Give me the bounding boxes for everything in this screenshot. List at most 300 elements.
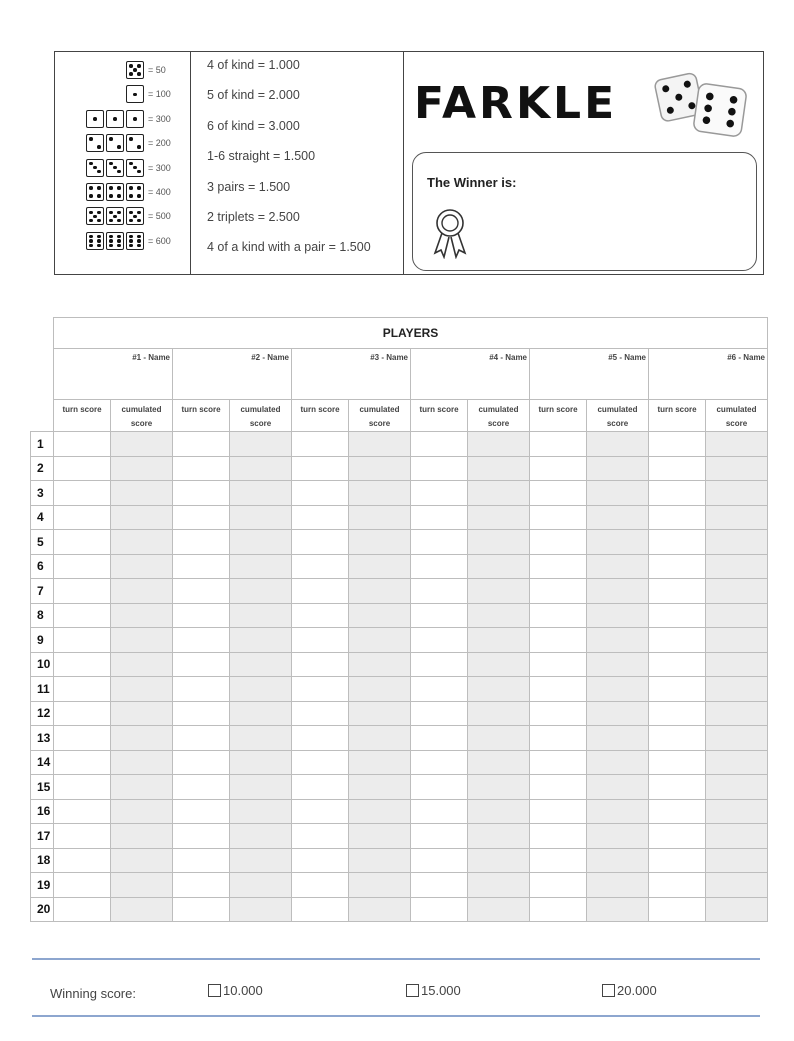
cumulated-score-cell[interactable] (587, 750, 649, 775)
turn-score-cell[interactable] (173, 652, 230, 677)
turn-score-cell[interactable] (54, 432, 111, 457)
turn-score-cell[interactable] (411, 873, 468, 898)
turn-score-cell[interactable] (530, 530, 587, 555)
cumulated-score-cell[interactable] (706, 554, 768, 579)
turn-score-cell[interactable] (411, 530, 468, 555)
turn-score-cell[interactable] (530, 848, 587, 873)
turn-score-cell[interactable] (649, 579, 706, 604)
turn-score-cell[interactable] (649, 799, 706, 824)
turn-score-cell[interactable] (292, 848, 349, 873)
cumulated-score-cell[interactable] (587, 701, 649, 726)
turn-score-cell[interactable] (411, 554, 468, 579)
turn-score-cell[interactable] (54, 481, 111, 506)
cumulated-score-cell[interactable] (111, 873, 173, 898)
turn-score-cell[interactable] (173, 726, 230, 751)
cumulated-score-cell[interactable] (111, 432, 173, 457)
cumulated-score-cell[interactable] (349, 530, 411, 555)
combo-rule: 6 of kind = 3.000 (207, 118, 300, 133)
turn-score-cell[interactable] (173, 603, 230, 628)
cumulated-score-cell[interactable] (230, 750, 292, 775)
dice-points: = 500 (148, 211, 171, 222)
cumulated-score-cell[interactable] (706, 603, 768, 628)
checkbox-20000[interactable] (602, 984, 615, 997)
turn-score-cell[interactable] (530, 628, 587, 653)
cumulated-score-cell[interactable] (587, 579, 649, 604)
turn-score-cell[interactable] (530, 432, 587, 457)
turn-score-cell[interactable] (292, 799, 349, 824)
turn-score-cell[interactable] (173, 554, 230, 579)
turn-score-cell[interactable] (411, 824, 468, 849)
turn-score-cell[interactable] (173, 530, 230, 555)
cumulated-score-cell[interactable] (111, 579, 173, 604)
turn-score-cell[interactable] (292, 873, 349, 898)
cumulated-score-cell[interactable] (230, 554, 292, 579)
turn-score-cell[interactable] (54, 775, 111, 800)
row-number: 12 (31, 701, 54, 726)
cumulated-score-cell[interactable] (706, 530, 768, 555)
cumulated-score-cell[interactable] (349, 628, 411, 653)
combination-scoring-column (191, 52, 404, 274)
turn-score-cell[interactable] (292, 579, 349, 604)
player-name-header[interactable]: #3 - Name (292, 349, 411, 400)
cumulated-score-cell[interactable] (111, 677, 173, 702)
turn-score-cell[interactable] (530, 799, 587, 824)
turn-score-cell[interactable] (292, 628, 349, 653)
turn-score-cell[interactable] (649, 505, 706, 530)
cumulated-score-cell[interactable] (230, 652, 292, 677)
cumulated-score-cell[interactable] (706, 824, 768, 849)
cumulated-score-cell[interactable] (468, 456, 530, 481)
cumulated-score-cell[interactable] (587, 530, 649, 555)
turn-score-cell[interactable] (530, 603, 587, 628)
cumulated-score-cell[interactable] (230, 432, 292, 457)
turn-score-cell[interactable] (292, 775, 349, 800)
turn-score-cell[interactable] (649, 873, 706, 898)
die-face-2-icon (86, 134, 104, 152)
turn-score-cell[interactable] (649, 554, 706, 579)
cumulated-score-cell[interactable] (587, 652, 649, 677)
cumulated-score-cell[interactable] (587, 775, 649, 800)
row-number: 20 (31, 897, 54, 922)
turn-score-cell[interactable] (649, 628, 706, 653)
turn-score-cell[interactable] (411, 432, 468, 457)
turn-score-cell[interactable] (530, 554, 587, 579)
cumulated-score-cell[interactable] (706, 481, 768, 506)
row-number: 8 (31, 603, 54, 628)
cumulated-score-cell[interactable] (349, 824, 411, 849)
cumulated-score-cell[interactable] (111, 701, 173, 726)
cumulated-score-cell[interactable] (706, 456, 768, 481)
turn-score-cell[interactable] (292, 824, 349, 849)
turn-score-cell[interactable] (173, 824, 230, 849)
cumulated-score-cell[interactable] (587, 505, 649, 530)
turn-score-cell[interactable] (649, 775, 706, 800)
turn-score-cell[interactable] (649, 726, 706, 751)
cumulated-score-cell[interactable] (587, 726, 649, 751)
combo-rule: 5 of kind = 2.000 (207, 88, 300, 103)
turn-score-cell[interactable] (54, 603, 111, 628)
dice-score-row (84, 158, 178, 178)
cumulated-score-cell[interactable] (468, 481, 530, 506)
table-row (31, 628, 768, 653)
dice-score-row (84, 206, 178, 226)
dice-scoring-column (55, 52, 191, 274)
turn-score-cell[interactable] (649, 530, 706, 555)
cumulated-score-cell[interactable] (587, 799, 649, 824)
cumulated-score-cell[interactable] (349, 848, 411, 873)
cumulated-score-cell[interactable] (111, 775, 173, 800)
turn-score-cell[interactable] (54, 579, 111, 604)
turn-score-cell[interactable] (530, 579, 587, 604)
die-face-1-icon (126, 85, 144, 103)
cumulated-score-cell[interactable] (587, 824, 649, 849)
turn-score-cell[interactable] (411, 579, 468, 604)
turn-score-cell[interactable] (411, 677, 468, 702)
turn-score-cell[interactable] (54, 554, 111, 579)
cumulated-score-cell[interactable] (468, 750, 530, 775)
cumulated-score-cell[interactable] (111, 505, 173, 530)
cumulated-score-cell[interactable] (587, 456, 649, 481)
cumulated-score-cell[interactable] (230, 456, 292, 481)
cumulated-score-cell[interactable] (587, 897, 649, 922)
cumulated-score-cell[interactable] (468, 848, 530, 873)
cumulated-score-cell[interactable] (468, 897, 530, 922)
turn-score-cell[interactable] (411, 897, 468, 922)
cumulated-score-cell[interactable] (230, 824, 292, 849)
turn-score-cell[interactable] (54, 456, 111, 481)
dice-score-row (84, 231, 178, 251)
turn-score-cell[interactable] (411, 848, 468, 873)
cumulated-score-cell[interactable] (111, 897, 173, 922)
cumulated-score-cell[interactable] (587, 481, 649, 506)
turn-score-cell[interactable] (649, 848, 706, 873)
turn-score-cell[interactable] (530, 456, 587, 481)
award-ribbon-icon (429, 205, 471, 259)
cumulated-score-cell[interactable] (111, 652, 173, 677)
cumulated-score-cell[interactable] (468, 432, 530, 457)
turn-score-cell[interactable] (292, 677, 349, 702)
turn-score-cell[interactable] (173, 628, 230, 653)
turn-score-cell[interactable] (54, 873, 111, 898)
die-face-5-icon (86, 207, 104, 225)
cumulated-score-cell[interactable] (111, 554, 173, 579)
cumulated-score-cell[interactable] (230, 897, 292, 922)
turn-score-cell[interactable] (530, 652, 587, 677)
cumulated-score-cell[interactable] (468, 799, 530, 824)
turn-score-cell[interactable] (173, 456, 230, 481)
player-name-header[interactable]: #2 - Name (173, 349, 292, 400)
cumulated-score-cell[interactable] (587, 848, 649, 873)
turn-score-cell[interactable] (411, 481, 468, 506)
turn-score-cell[interactable] (530, 750, 587, 775)
winning-option-10000[interactable] (208, 983, 263, 998)
cumulated-score-cell[interactable] (230, 775, 292, 800)
turn-score-cell[interactable] (173, 775, 230, 800)
cumulated-score-cell[interactable] (349, 652, 411, 677)
die-face-3-icon (106, 159, 124, 177)
turn-score-cell[interactable] (173, 432, 230, 457)
turn-score-cell[interactable] (54, 677, 111, 702)
cumulated-score-cell[interactable] (706, 897, 768, 922)
cumulated-score-cell[interactable] (468, 554, 530, 579)
cumulated-score-cell[interactable] (468, 628, 530, 653)
turn-score-cell[interactable] (173, 799, 230, 824)
die-face-1-icon (86, 110, 104, 128)
turn-score-cell[interactable] (54, 799, 111, 824)
turn-score-cell[interactable] (173, 579, 230, 604)
cumulated-score-cell[interactable] (111, 824, 173, 849)
dice-score-row (84, 109, 178, 129)
cumulated-score-cell[interactable] (468, 603, 530, 628)
turn-score-cell[interactable] (173, 505, 230, 530)
turn-score-cell[interactable] (292, 432, 349, 457)
row-number: 4 (31, 505, 54, 530)
cumulated-score-cell[interactable] (230, 726, 292, 751)
combo-rule: 4 of kind = 1.000 (207, 58, 300, 72)
turn-score-header: turn score (530, 400, 587, 432)
cumulated-score-cell[interactable] (468, 530, 530, 555)
turn-score-cell[interactable] (411, 456, 468, 481)
turn-score-cell[interactable] (173, 848, 230, 873)
turn-score-cell[interactable] (54, 628, 111, 653)
dice-points: = 400 (148, 187, 171, 197)
cumulated-score-cell[interactable] (587, 554, 649, 579)
turn-score-cell[interactable] (54, 750, 111, 775)
row-number: 5 (31, 530, 54, 555)
cumulated-score-cell[interactable] (468, 505, 530, 530)
cumulated-score-cell[interactable] (349, 873, 411, 898)
cumulated-score-cell[interactable] (706, 848, 768, 873)
turn-score-cell[interactable] (54, 897, 111, 922)
turn-score-cell[interactable] (411, 628, 468, 653)
cumulated-score-cell[interactable] (468, 873, 530, 898)
turn-score-cell[interactable] (530, 701, 587, 726)
cumulated-score-cell[interactable] (230, 481, 292, 506)
cumulated-score-cell[interactable] (468, 701, 530, 726)
cumulated-score-cell[interactable] (230, 873, 292, 898)
cumulated-score-cell[interactable] (111, 456, 173, 481)
cumulated-score-cell[interactable] (349, 432, 411, 457)
cumulated-score-cell[interactable] (706, 579, 768, 604)
winner-box (412, 152, 757, 271)
turn-score-cell[interactable] (292, 505, 349, 530)
cumulated-score-cell[interactable] (349, 554, 411, 579)
score-label: score (368, 419, 391, 428)
turn-score-cell[interactable] (292, 530, 349, 555)
turn-score-cell[interactable] (173, 677, 230, 702)
turn-score-cell[interactable] (173, 750, 230, 775)
die-face-6-icon (86, 232, 104, 250)
turn-score-cell[interactable] (411, 652, 468, 677)
winning-option-20000[interactable] (602, 983, 657, 998)
turn-score-cell[interactable] (54, 530, 111, 555)
turn-score-cell[interactable] (173, 873, 230, 898)
cumulated-score-cell[interactable] (230, 505, 292, 530)
cumulated-score-cell[interactable] (706, 432, 768, 457)
cumulated-score-cell[interactable] (230, 701, 292, 726)
cumulated-score-cell[interactable] (111, 628, 173, 653)
cumulated-score-cell[interactable] (587, 628, 649, 653)
table-row (31, 824, 768, 849)
turn-score-cell[interactable] (173, 701, 230, 726)
cumulated-score-cell[interactable] (230, 603, 292, 628)
cumulated-score-cell[interactable] (706, 652, 768, 677)
row-number: 16 (31, 799, 54, 824)
cumulated-score-cell[interactable] (349, 701, 411, 726)
turn-score-cell[interactable] (292, 456, 349, 481)
cumulated-score-cell[interactable] (349, 603, 411, 628)
turn-score-cell[interactable] (411, 603, 468, 628)
row-number: 7 (31, 579, 54, 604)
cumulated-score-cell[interactable] (111, 750, 173, 775)
turn-score-cell[interactable] (649, 701, 706, 726)
player-name-header[interactable]: #1 - Name (54, 349, 173, 400)
player-name-header[interactable]: #4 - Name (411, 349, 530, 400)
cumulated-score-cell[interactable] (230, 677, 292, 702)
turn-score-cell[interactable] (411, 701, 468, 726)
combo-rule: 4 of a kind with a pair = 1.500 (207, 240, 371, 255)
cumulated-score-cell[interactable] (587, 432, 649, 457)
cumulated-score-cell[interactable] (706, 750, 768, 775)
players-header: PLAYERS (54, 318, 768, 349)
turn-score-cell[interactable] (173, 481, 230, 506)
turn-score-cell[interactable] (173, 897, 230, 922)
cumulated-score-cell[interactable] (349, 677, 411, 702)
turn-score-cell[interactable] (292, 554, 349, 579)
cumulated-score-cell[interactable] (706, 677, 768, 702)
cumulated-score-cell[interactable] (111, 848, 173, 873)
cumulated-score-cell[interactable] (111, 799, 173, 824)
turn-score-cell[interactable] (411, 750, 468, 775)
cumulated-score-cell[interactable] (587, 677, 649, 702)
die-face-3-icon (86, 159, 104, 177)
turn-score-cell[interactable] (292, 750, 349, 775)
turn-score-cell[interactable] (411, 775, 468, 800)
cumulated-score-cell[interactable] (706, 873, 768, 898)
turn-score-cell[interactable] (530, 726, 587, 751)
cumulated-score-cell[interactable] (706, 628, 768, 653)
cumulated-score-cell[interactable] (706, 505, 768, 530)
cumulated-score-cell[interactable] (230, 530, 292, 555)
turn-score-cell[interactable] (530, 677, 587, 702)
cumulated-score-cell[interactable] (111, 603, 173, 628)
player-name-header[interactable]: #5 - Name (530, 349, 649, 400)
cumulated-score-cell[interactable] (349, 750, 411, 775)
turn-score-cell[interactable] (54, 505, 111, 530)
cumulated-score-cell[interactable] (349, 579, 411, 604)
table-row (31, 579, 768, 604)
cumulated-score-cell[interactable] (230, 579, 292, 604)
cumulated-score-cell[interactable] (587, 873, 649, 898)
combo-rule: 3 pairs = 1.500 (207, 179, 291, 194)
cumulated-score-cell[interactable] (230, 628, 292, 653)
cumulated-score-cell[interactable] (349, 775, 411, 800)
turn-score-cell[interactable] (54, 701, 111, 726)
cumulated-score-cell[interactable] (111, 481, 173, 506)
player-name-header[interactable]: #6 - Name (649, 349, 768, 400)
cumulated-score-cell[interactable] (468, 652, 530, 677)
cumulated-score-cell[interactable] (706, 799, 768, 824)
dice-points: = 300 (148, 113, 171, 124)
turn-score-cell[interactable] (54, 652, 111, 677)
turn-score-cell[interactable] (530, 775, 587, 800)
die-face-6-icon (126, 232, 144, 250)
cumulated-score-cell[interactable] (349, 726, 411, 751)
turn-score-cell[interactable] (530, 897, 587, 922)
cumulated-score-cell[interactable] (349, 505, 411, 530)
turn-score-cell[interactable] (649, 432, 706, 457)
option-label: 10.000 (223, 983, 263, 998)
turn-score-cell[interactable] (530, 873, 587, 898)
turn-score-cell[interactable] (530, 824, 587, 849)
cumulated-label: cumulated (121, 405, 162, 414)
cumulated-score-cell[interactable] (349, 897, 411, 922)
checkbox-10000[interactable] (208, 984, 221, 997)
cumulated-score-cell[interactable] (111, 530, 173, 555)
game-title: FARKLE (414, 78, 618, 129)
turn-score-cell[interactable] (292, 652, 349, 677)
die-face-5-icon (126, 207, 144, 225)
turn-score-cell[interactable] (649, 603, 706, 628)
cumulated-score-cell[interactable] (468, 579, 530, 604)
cumulated-score-cell[interactable] (230, 848, 292, 873)
cumulated-score-cell[interactable] (706, 701, 768, 726)
turn-score-cell[interactable] (649, 750, 706, 775)
checkbox-15000[interactable] (406, 984, 419, 997)
winning-option-15000[interactable] (406, 983, 461, 998)
turn-score-cell[interactable] (530, 481, 587, 506)
die-face-1-icon (126, 110, 144, 128)
turn-score-cell[interactable] (530, 505, 587, 530)
turn-score-cell[interactable] (292, 603, 349, 628)
turn-score-cell[interactable] (649, 824, 706, 849)
turn-score-cell[interactable] (649, 677, 706, 702)
cumulated-score-cell[interactable] (706, 726, 768, 751)
turn-score-cell[interactable] (54, 848, 111, 873)
cumulated-score-cell[interactable] (230, 799, 292, 824)
cumulated-score-header (111, 400, 173, 432)
turn-score-cell[interactable] (411, 799, 468, 824)
cumulated-score-cell[interactable] (349, 481, 411, 506)
cumulated-label: cumulated (478, 405, 519, 414)
turn-score-cell[interactable] (649, 456, 706, 481)
cumulated-score-cell[interactable] (706, 775, 768, 800)
turn-score-cell[interactable] (292, 726, 349, 751)
turn-score-cell[interactable] (292, 481, 349, 506)
turn-score-cell[interactable] (54, 824, 111, 849)
turn-score-cell[interactable] (411, 726, 468, 751)
turn-score-cell[interactable] (292, 897, 349, 922)
turn-score-cell[interactable] (292, 701, 349, 726)
turn-score-cell[interactable] (649, 481, 706, 506)
cumulated-score-cell[interactable] (468, 677, 530, 702)
table-row (31, 554, 768, 579)
cumulated-score-cell[interactable] (587, 603, 649, 628)
dice-points: = 300 (148, 162, 171, 173)
turn-score-cell[interactable] (411, 505, 468, 530)
turn-score-cell[interactable] (649, 897, 706, 922)
cumulated-score-cell[interactable] (111, 726, 173, 751)
cumulated-score-cell[interactable] (349, 799, 411, 824)
cumulated-score-cell[interactable] (468, 726, 530, 751)
turn-score-cell[interactable] (54, 726, 111, 751)
cumulated-score-cell[interactable] (468, 824, 530, 849)
cumulated-score-cell[interactable] (349, 456, 411, 481)
cumulated-score-cell[interactable] (468, 775, 530, 800)
turn-score-cell[interactable] (649, 652, 706, 677)
cumulated-score-header (349, 400, 411, 432)
row-number: 6 (31, 554, 54, 579)
